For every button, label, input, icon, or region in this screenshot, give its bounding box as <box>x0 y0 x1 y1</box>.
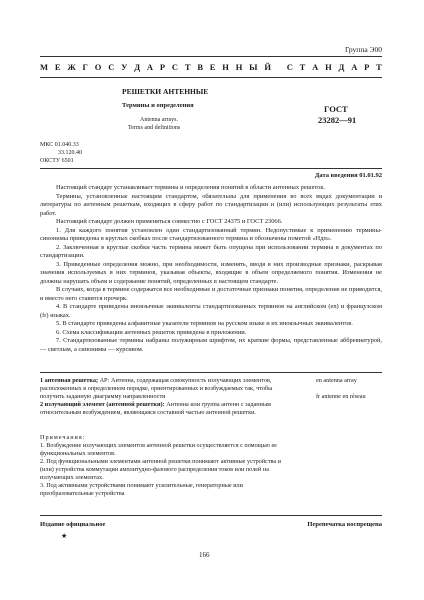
page-number: 166 <box>199 551 210 559</box>
term-entry <box>40 401 295 417</box>
banner-letter: У <box>121 62 128 72</box>
paragraph: 3. Приведенные определения можно, при необходимости, изменять, вводя в них производные признаки, раскрывая значения используемых в них терминов, указывая объекты, входящие в объем определяемого понятия. Изменения не должны нарушать объем и содержание понятий, определенных в настоящем стандарте. <box>40 260 382 285</box>
banner-letter: Т <box>299 62 306 72</box>
okstu-code: ОКСТУ 6501 <box>40 158 74 164</box>
paragraph: 6. Схема классификации антенных решеток приведена в приложении. <box>56 328 247 336</box>
banner-letter: М <box>40 62 49 72</box>
banner-letter: С <box>108 62 115 72</box>
note-item: 3. Под активными устройствами понимают усилительные, генераторные или преобразовательные устройства <box>40 482 243 497</box>
intro-rule <box>40 168 382 169</box>
paragraph: 7. Стандартизованные термины набраны полужирным шрифтом, их краткие формы, представленные аббревиатурой, — светлым, а синонимы — курсивом. <box>40 337 382 353</box>
note-item: 1. Возбуждение излучающих элементов антенной решетки осуществляется с помощью ее функциональных элементов. <box>40 442 277 457</box>
reprint-prohibited: Перепечатка воспрещена <box>307 521 382 528</box>
mks-code-1: МКС 01.040.33 <box>40 142 79 148</box>
banner-letter: Д <box>134 62 141 72</box>
paragraph: В случаях, когда в термине содержатся все необходимые и достаточные признаки понятия, определение не приводится, и вместо него ставится прочерк. <box>40 286 382 302</box>
official-edition: Издание официальное <box>40 521 106 528</box>
banner-letter: А <box>146 62 154 72</box>
mks-code-2: 33.120.40 <box>58 150 82 156</box>
notes-title: Примечания: <box>40 434 86 441</box>
banner-letter: Д <box>338 62 345 72</box>
terms-list <box>40 377 295 417</box>
document-subtitle: Термины и определения <box>122 102 194 109</box>
paragraph: 5. В стандарте приведены алфавитные указатели терминов на русском языке и их иноязычных эквивалентов. <box>56 320 353 327</box>
classification-codes <box>40 141 82 165</box>
paragraph: Настоящий стандарт устанавливает термины и определения понятий в области антенных решеток. <box>56 184 326 191</box>
document-title: РЕШЕТКИ АНТЕННЫЕ <box>122 87 209 96</box>
term-definition: Антенна или группа антенн с заданным относительным возбуждением, являющаяся составной частью антенной решетки. <box>40 401 271 416</box>
term-name: 2 излучающий элемент (антенной решетки): <box>40 401 165 408</box>
term-equivalent-en: en antenna array <box>316 377 357 384</box>
term-definition: АР: Антенна, содержащая совокупность излучающих элементов, расположенных в определенном порядке, ориентированных и возбуждаемых так, чтобы получить заданную диаграмму направленности <box>40 377 273 400</box>
banner-letter: Р <box>159 62 166 72</box>
banner-letter: А <box>312 62 319 72</box>
banner-letter: Ж <box>67 62 76 72</box>
banner-letter: Т <box>376 62 382 72</box>
banner-letter: Г <box>82 62 88 72</box>
english-title-1: Antenna arrays. <box>140 117 178 123</box>
banner-rule <box>40 77 382 78</box>
banner-letter: Н <box>325 62 332 72</box>
banner-letter: С <box>286 62 293 72</box>
gost-label: ГОСТ <box>324 104 348 114</box>
group-code: Группа Э00 <box>345 45 382 54</box>
star-icon: ★ <box>61 532 68 540</box>
banner-letter <box>278 62 280 72</box>
banner-letter: Е <box>54 62 61 72</box>
paragraph: 4. В стандарте приведены иноязычные эквиваленты стандартизованных терминов на английском (en) и французском (fr) языках. <box>40 303 382 319</box>
paragraph: 2. Заключенная в круглые скобки часть термина может быть опущена при использовании термина в документах по стандартизации. <box>40 243 382 259</box>
introduction-date: Дата введения 01.01.92 <box>314 172 382 179</box>
notes <box>40 434 295 498</box>
standard-banner <box>40 62 382 72</box>
banner-letter: Н <box>235 62 243 72</box>
banner-letter: С <box>171 62 179 72</box>
body-text <box>40 184 382 354</box>
terms-rule <box>40 372 382 373</box>
paragraph: 1. Для каждого понятия установлен один стандартизованный термин. Недопустимые к применению термины-синонимы приведены в круглых скобках после стандартизованного термина и обозначены пометой «Ндп». <box>40 226 382 242</box>
note-item: 2. Под функциональными элементами антенной решетки понимают активные устройства и (или) устройства коммутации амплитудно-фазового распределения токов или полей на излучающих элементах. <box>40 458 281 481</box>
paragraph: Термины, установленные настоящим стандартом, обязательны для применения во всех видах документации и литературы по антенным решеткам, входящих в сферу работ по стандартизации и (или) использующих результаты этих работ. <box>40 192 382 217</box>
banner-letter: Й <box>264 62 271 72</box>
footer-rule <box>40 515 382 516</box>
banner-letter: А <box>351 62 358 72</box>
term-entry <box>40 377 295 401</box>
banner-letter: Ы <box>249 62 258 72</box>
paragraph: Настоящий стандарт должен применяться совместно с ГОСТ 24375 и ГОСТ 23066. <box>56 218 283 225</box>
banner-letter: В <box>197 62 203 72</box>
banner-letter: Н <box>222 62 229 72</box>
banner-letter: Р <box>364 62 370 72</box>
banner-letter: Е <box>209 62 216 72</box>
top-rule <box>40 56 382 57</box>
term-equivalents <box>316 377 366 401</box>
term-name: 1 антенная решетка; <box>40 377 99 384</box>
gost-number: 23282—91 <box>318 115 357 125</box>
banner-letter: О <box>94 62 102 72</box>
term-equivalent-fr: fr antenne en réseau <box>316 393 366 400</box>
english-title-2: Terms and definitions <box>128 125 181 131</box>
banner-letter: Т <box>184 62 191 72</box>
